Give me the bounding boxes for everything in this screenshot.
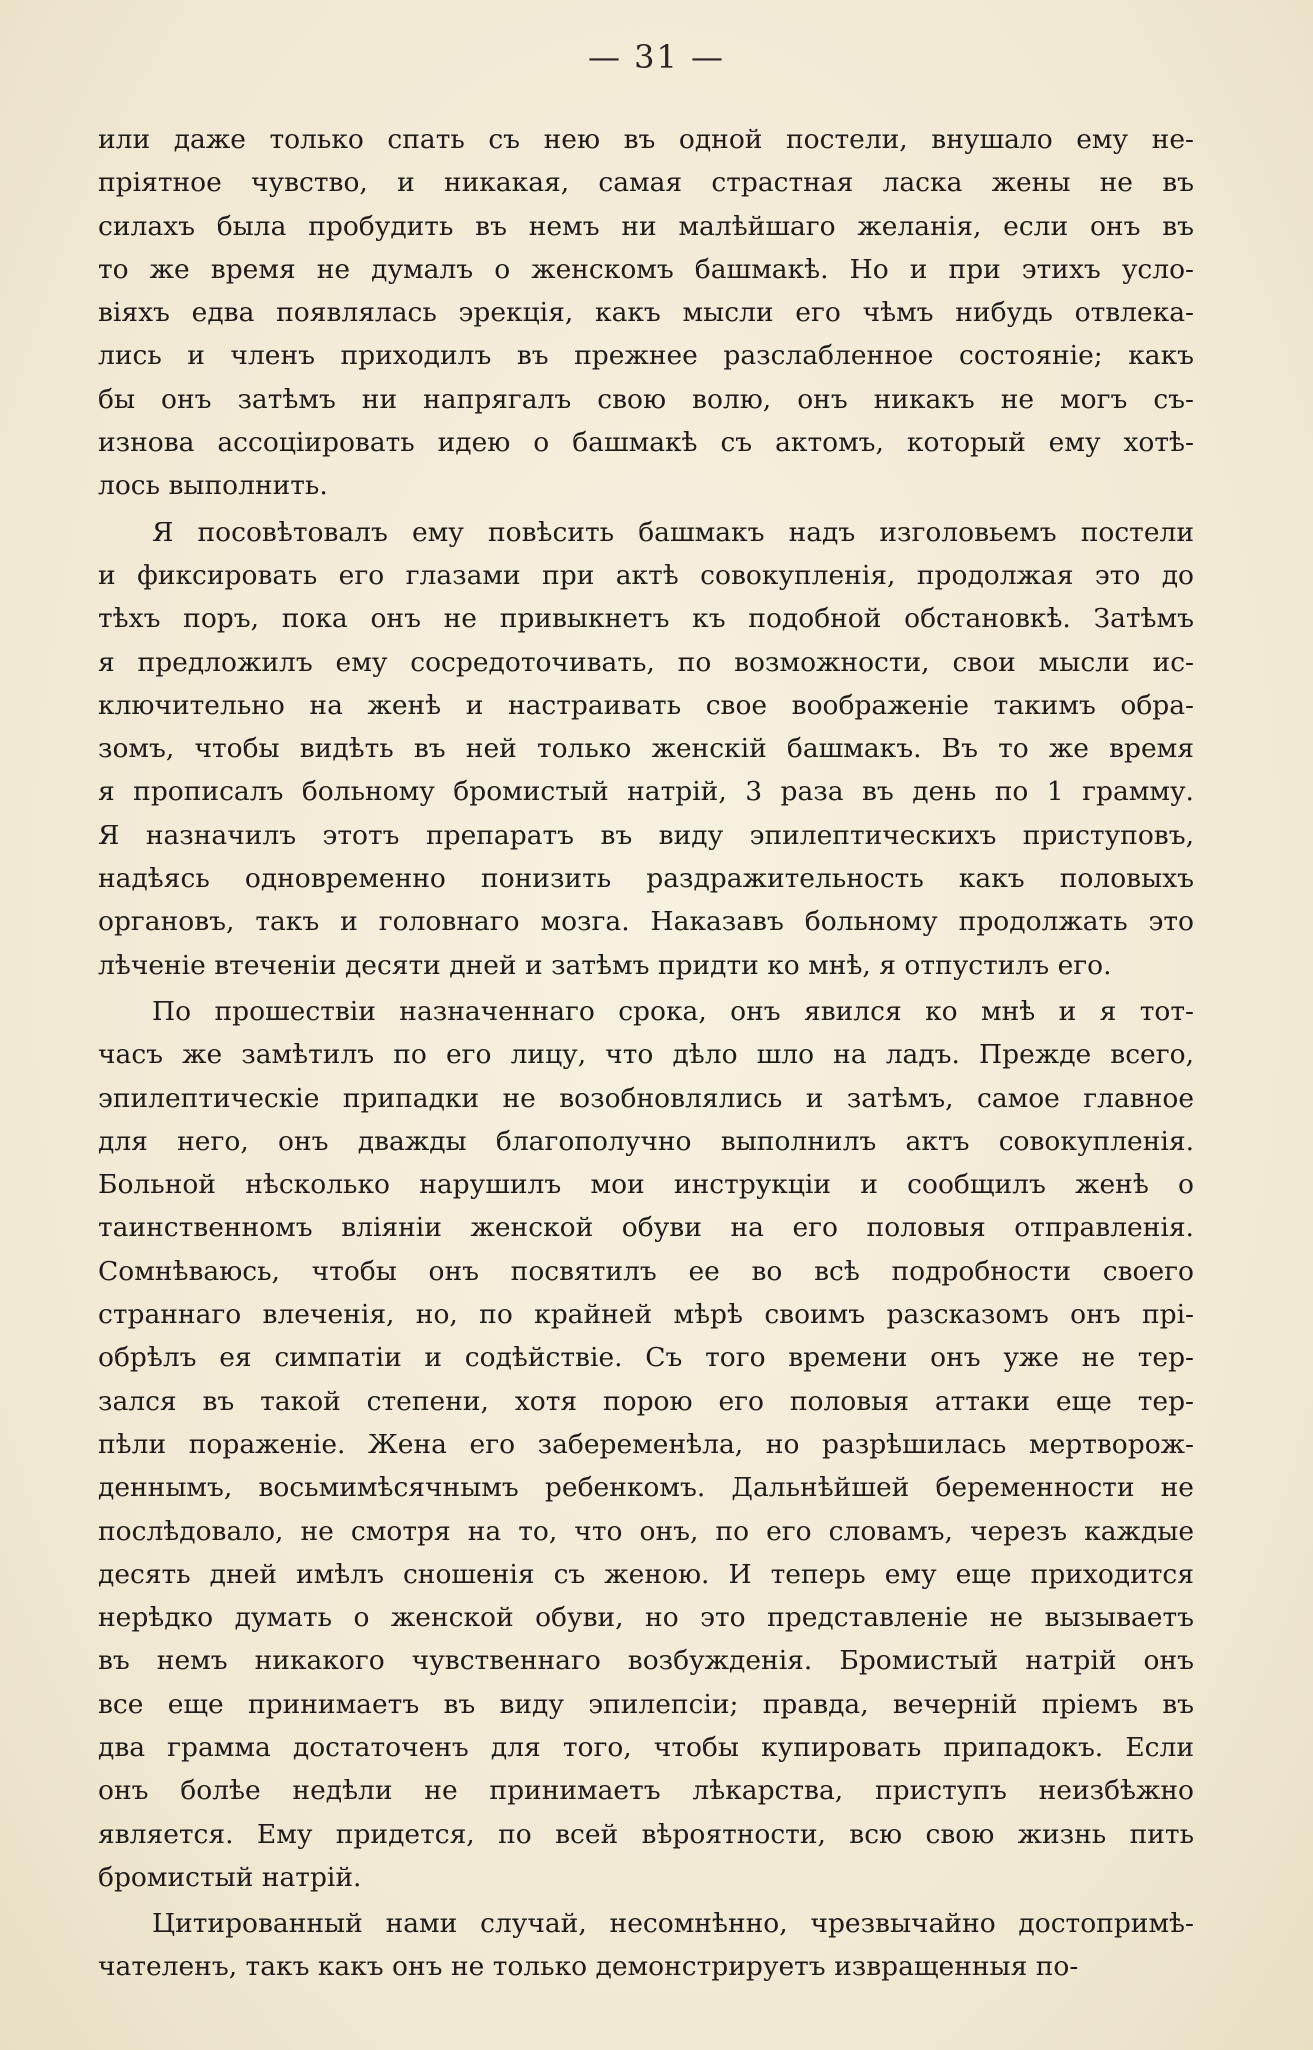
text-line: Цитированный нами случай, несомнѣнно, чрезвычайно достопримѣ- [152,1908,1194,1940]
text-line: является. Ему придется, по всей вѣроятности, всю свою жизнь пить [98,1818,1194,1850]
text-line: чателенъ, такъ какъ онъ не только демонстрируетъ извращенныя по- [98,1951,1079,1983]
text-line: зался въ такой степени, хотя порою его половыя аттаки еще тер- [98,1385,1194,1417]
text-line: часъ же замѣтилъ по его лицу, что дѣло шло на ладъ. Прежде всего, [98,1039,1194,1071]
text-line: лось выполнить. [98,470,328,502]
page-number: — 31 — [587,38,726,76]
text-line: послѣдовало, не смотря на то, что онъ, по его словамъ, черезъ каждые [98,1515,1194,1547]
text-line: страннаго влеченія, но, по крайней мѣрѣ своимъ разсказомъ онъ прі- [98,1299,1194,1331]
text-line: онъ болѣе недѣли не принимаетъ лѣкарства, приступъ неизбѣжно [98,1775,1194,1807]
text-line: изнова ассоціировать идею о башмакѣ съ актомъ, который ему хотѣ- [98,427,1194,459]
paragraph [98,1902,1194,1989]
text-line: органовъ, такъ и головнаго мозга. Наказавъ больному продолжать это [98,906,1194,938]
text-line: віяхъ едва появлялась эрекція, какъ мысли его чѣмъ нибудь отвлека- [98,297,1194,329]
paragraph [98,118,1194,508]
text-line: я предложилъ ему сосредоточивать, по возможности, свои мысли ис- [98,646,1194,678]
text-line: Больной нѣсколько нарушилъ мои инструкціи и сообщилъ женѣ о [98,1169,1194,1201]
text-line: бромистый натрій. [98,1861,362,1893]
text-line: и фиксировать его глазами при актѣ совокупленія, продолжая это до [98,559,1194,591]
text-line: надѣясь одновременно понизить раздражительность какъ половыхъ [98,863,1194,895]
text-line: Я назначилъ этотъ препаратъ въ виду эпилептическихъ приступовъ, [98,819,1194,851]
text-line: По прошествіи назначеннаго срока, онъ явился ко мнѣ и я тот- [152,995,1194,1027]
body-text [98,118,1194,1989]
text-line: бы онъ затѣмъ ни напрягалъ свою волю, онъ никакъ не могъ съ- [98,383,1194,415]
text-line: въ немъ никакого чувственнаго возбужденія. Бромистый натрій онъ [98,1645,1194,1677]
text-line: зомъ, чтобы видѣть въ ней только женскій башмакъ. Въ то же время [98,733,1194,765]
paragraph [98,511,1194,987]
text-line: силахъ была пробудить въ немъ ни малѣйшаго желанія, если онъ въ [98,210,1194,242]
text-line: лись и членъ приходилъ въ прежнее разслабленное состояніе; какъ [98,340,1194,372]
text-line: Сомнѣваюсь, чтобы онъ посвятилъ ее во всѣ подробности своего [98,1255,1194,1287]
text-line: пріятное чувство, и никакая, самая страстная ласка жены не въ [98,167,1194,199]
text-line: таинственномъ вліяніи женской обуви на его половыя отправленія. [98,1212,1194,1244]
text-line: пѣли пораженіе. Жена его забеременѣла, но разрѣшилась мертворож- [98,1428,1194,1460]
text-line: обрѣлъ ея симпатіи и содѣйствіе. Съ того времени онъ уже не тер- [98,1342,1194,1374]
text-line: Я посовѣтовалъ ему повѣсить башмакъ надъ изголовьемъ постели [152,516,1194,548]
text-line: все еще принимаетъ въ виду эпилепсіи; правда, вечерній пріемъ въ [98,1688,1194,1720]
paragraph [98,990,1194,1899]
text-line: или даже только спать съ нею въ одной постели, внушало ему не- [98,124,1194,155]
text-line: деннымъ, восьмимѣсячнымъ ребенкомъ. Дальнѣйшей беременности не [98,1472,1194,1504]
text-line: нерѣдко думать о женской обуви, но это представленіе не вызываетъ [98,1602,1194,1634]
text-line: то же время не думалъ о женскомъ башмакѣ. Но и при этихъ усло- [98,253,1194,285]
text-line: десять дней имѣлъ сношенія съ женою. И теперь ему еще приходится [98,1558,1194,1590]
text-line: для него, онъ дважды благополучно выполнилъ актъ совокупленія. [98,1125,1194,1157]
text-line: лѣченіе втеченіи десяти дней и затѣмъ придти ко мнѣ, я отпустилъ его. [98,949,1112,981]
text-line: я прописалъ больному бромистый натрій, 3 раза въ день по 1 грамму. [98,776,1194,808]
text-line: ключительно на женѣ и настраивать свое воображеніе такимъ обра- [98,689,1194,721]
text-line: тѣхъ поръ, пока онъ не привыкнетъ къ подобной обстановкѣ. Затѣмъ [98,603,1194,635]
text-line: эпилептическіе припадки не возобновлялись и затѣмъ, самое главное [98,1082,1194,1114]
text-line: два грамма достаточенъ для того, чтобы купировать припадокъ. Если [98,1731,1194,1763]
